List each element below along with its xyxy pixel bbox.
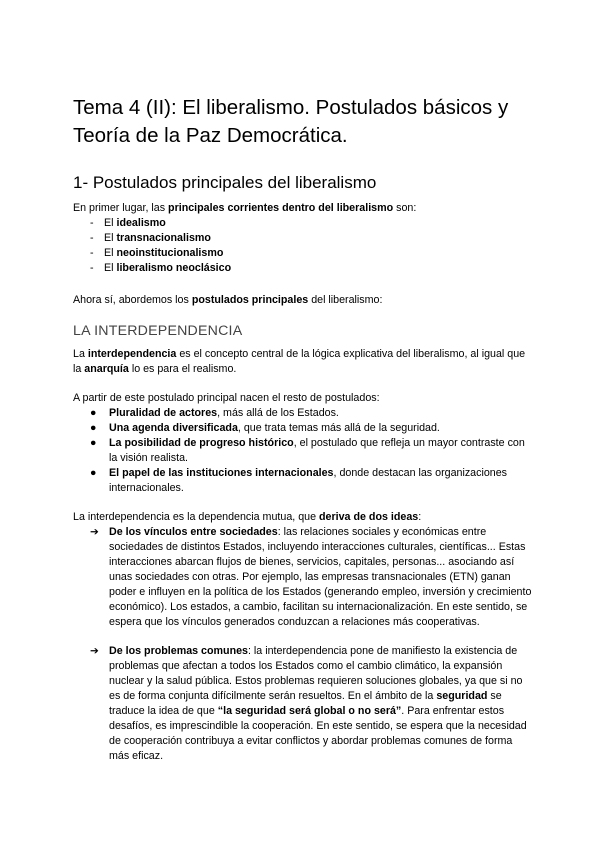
interdependence-definition [73, 347, 533, 377]
idea-text: se traduce la idea de que [109, 690, 502, 717]
idea-text: : las relaciones sociales y económicas entre sociedades de distintos Estados, incluyendo interacciones culturales, científicas... Estas interacciones abarcan flujos de bienes, servicios, capitales, personas... asociando así unas sociedades con otras. Por ejemplo, las empresas transnacionales (ETN) ganan poder e influyen en la política de los Estados (generando empleo, inversión y crecimiento económico). Los estados, a cambio, facilitan su internacionalización. En este sentido, se espera que los vínculos generados conduzcan a relaciones más cooperativas. [109, 526, 532, 628]
list-item [90, 246, 533, 261]
text: es el concepto central de la lógica explicativa del liberalismo, al igual que la [73, 348, 526, 375]
subsection-heading-interdependencia: LA INTERDEPENDENCIA [73, 323, 243, 339]
list-item-bold: liberalismo neoclásico [116, 262, 232, 274]
list-item [90, 216, 533, 231]
intro-text-end: son: [393, 202, 417, 214]
idea-heading: De los vínculos entre sociedades [109, 526, 278, 538]
outro-text-end: del liberalismo: [308, 294, 383, 306]
list-item-text: El [104, 262, 117, 274]
list-item [90, 436, 533, 466]
outro-bold: postulados principales [191, 294, 309, 306]
ideas-list [90, 525, 533, 630]
intro-text: En primer lugar, las [73, 202, 169, 214]
list-item-text: , el postulado que refleja un mayor contraste con la visión realista. [109, 437, 525, 464]
bold-term: seguridad [436, 690, 488, 702]
outro-text: Ahora sí, abordemos los [73, 294, 192, 306]
text: La interdependencia es la dependencia mutua, que [73, 511, 320, 523]
list-item [90, 406, 533, 421]
bold-quote: “la seguridad será global o no será” [217, 705, 402, 717]
list-item [90, 261, 533, 276]
list-item [90, 231, 533, 246]
document-page [73, 94, 533, 764]
text: : [418, 511, 422, 523]
intro-paragraph [73, 201, 533, 216]
ideas-list [90, 644, 533, 764]
list-item-bold: Pluralidad de actores [109, 407, 218, 419]
dependencia-mutua-paragraph [73, 510, 533, 525]
list-item-bold: transnacionalismo [116, 232, 211, 244]
list-item-text: , donde destacan las organizaciones internacionales. [109, 467, 508, 494]
bullet-icon: ● [90, 407, 97, 419]
bullet-icon: ● [90, 422, 97, 434]
list-item-bold: Una agenda diversificada [109, 422, 238, 434]
text: La [73, 348, 88, 360]
postulados-list [90, 406, 533, 496]
bold-term: deriva de dos ideas [319, 511, 419, 523]
bullet-icon: ● [90, 467, 97, 479]
outro-paragraph [73, 293, 533, 308]
intro-bold: principales corrientes dentro del liberalismo [168, 202, 394, 214]
idea-text: : la interdependencia pone de manifiesto la existencia de problemas que afectan a todos los Estados como el cambio climático, la expansión nuclear y la salud pública. Estos problemas requieren soluciones globales, ya que si no es de forma conjunta difícilmente serán resueltos. En el ámbito de la [109, 645, 523, 702]
bullet-icon: ● [90, 437, 97, 449]
list-item [90, 466, 533, 496]
currents-list [90, 216, 533, 276]
document-title: Tema 4 (II): El liberalismo. Postulados básicos y Teoría de la Paz Democrática. [73, 96, 509, 147]
list-item-bold: La posibilidad de progreso histórico [109, 437, 294, 449]
section-heading-postulados: 1- Postulados principales del liberalismo [73, 173, 377, 192]
list-item-text: , que trata temas más allá de la seguridad. [237, 422, 440, 434]
postulados-intro: A partir de este postulado principal nacen el resto de postulados: [73, 392, 380, 404]
bold-term: interdependencia [87, 348, 177, 360]
bold-term: anarquía [84, 363, 129, 375]
list-item-text: El [104, 232, 117, 244]
list-item-bold: neoinstitucionalismo [116, 247, 224, 259]
list-item [90, 421, 533, 436]
list-item-text: El [104, 247, 117, 259]
list-item-text: El [104, 217, 117, 229]
idea-problemas-comunes [90, 644, 533, 764]
list-item-bold: idealismo [116, 217, 166, 229]
idea-heading: De los problemas comunes [109, 645, 248, 657]
arrow-icon: ➔ [90, 645, 99, 657]
list-item-bold: El papel de las instituciones internacionales [109, 467, 334, 479]
list-item-text: , más allá de los Estados. [217, 407, 339, 419]
arrow-icon: ➔ [90, 526, 99, 538]
idea-text: . Para enfrentar estos desafíos, es imprescindible la cooperación. En este sentido, se espera que la necesidad de cooperación contribuya a evitar conflictos y abordar problemas comunes de forma más eficaz. [109, 705, 527, 762]
text: lo es para el realismo. [128, 363, 237, 375]
idea-vinculos [90, 525, 533, 630]
